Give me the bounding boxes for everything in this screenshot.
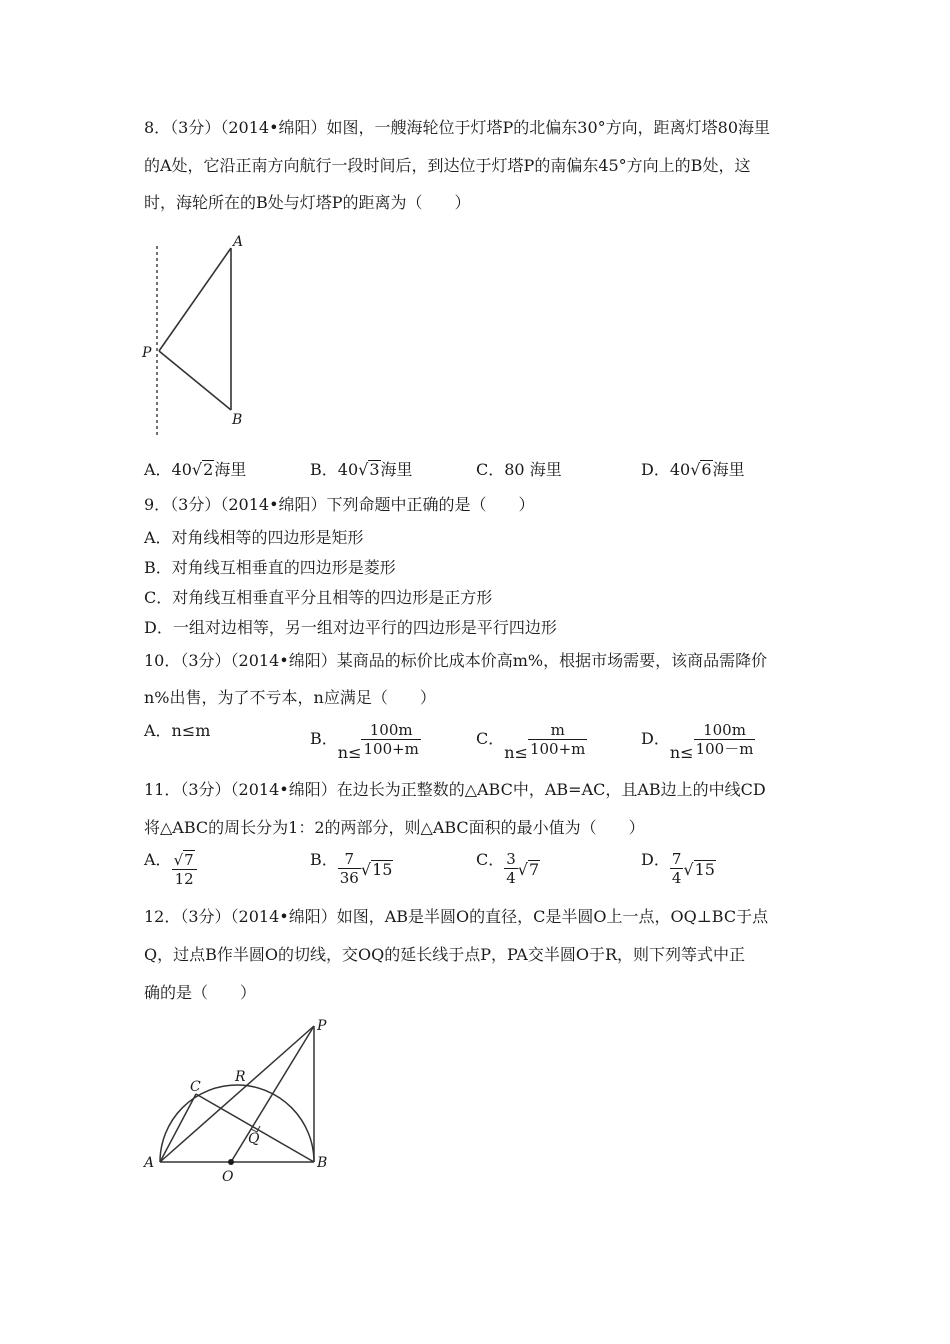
q10-option-d: D．n≤ $\frac{100m}{100-m}$ bbox=[641, 721, 754, 762]
q11-option-d: D． $\frac{7}{4}$ √15 bbox=[641, 850, 715, 887]
label-b: B bbox=[232, 412, 243, 428]
segment-cb bbox=[196, 1094, 314, 1162]
q10-option-a: A．n≤m bbox=[144, 721, 211, 740]
q8-option-d: D．40√6海里 bbox=[641, 460, 745, 479]
q8-line-1: 8．（3分）（2014•绵阳）如图，一艘海轮位于灯塔P的北偏东30°方向，距离灯塔80海里 bbox=[144, 118, 771, 137]
q8-option-a: A．40√2海里 bbox=[144, 460, 247, 479]
q10-line-2: n%出售，为了不亏本，n应满足（ ） bbox=[144, 688, 436, 707]
label-r: R bbox=[235, 1069, 246, 1085]
q11-line-2: 将△ABC的周长分为1：2的两部分，则△ABC面积的最小值为（ ） bbox=[144, 818, 645, 837]
q12-figure bbox=[138, 1012, 338, 1190]
q8-line-2: 的A处，它沿正南方向航行一段时间后，到达位于灯塔P的南偏东45°方向上的B处，这 bbox=[144, 156, 751, 175]
q12-line-3: 确的是（ ） bbox=[144, 983, 257, 1002]
label-b: B bbox=[317, 1155, 328, 1171]
segment-ap bbox=[160, 1026, 314, 1162]
q9-option-b: B．对角线互相垂直的四边形是菱形 bbox=[144, 558, 396, 577]
q8-option-c: C．80 海里 bbox=[476, 460, 562, 479]
q12-line-1: 12．（3分）（2014•绵阳）如图，AB是半圆O的直径，C是半圆O上一点，OQ⊥BC于点 bbox=[144, 907, 769, 926]
label-o: O bbox=[222, 1169, 234, 1185]
label-a: A bbox=[144, 1155, 155, 1171]
q8-line-3: 时，海轮所在的B处与灯塔P的距离为（ ） bbox=[144, 193, 471, 212]
q8-option-b: B．40√3海里 bbox=[310, 460, 413, 479]
q11-option-a: A． $\frac{√7}{12}$ bbox=[144, 850, 197, 888]
q12-line-2: Q，过点B作半圆O的切线，交OQ的延长线于点P，PA交半圆O于R，则下列等式中正 bbox=[144, 945, 746, 964]
segment-op bbox=[231, 1026, 314, 1162]
label-p: P bbox=[317, 1018, 327, 1034]
q9-line-1: 9．（3分）（2014•绵阳）下列命题中正确的是（ ） bbox=[144, 495, 535, 514]
center-o-dot bbox=[228, 1159, 234, 1165]
q9-option-a: A．对角线相等的四边形是矩形 bbox=[144, 528, 364, 547]
q8-figure bbox=[135, 230, 255, 440]
segment-pb bbox=[159, 351, 231, 410]
label-a: A bbox=[233, 234, 244, 250]
q10-option-b: B．n≤ $\frac{100m}{100+m}$ bbox=[310, 721, 419, 762]
segment-ac bbox=[160, 1094, 196, 1162]
q11-option-b: B． $\frac{7}{36}$ √15 bbox=[310, 850, 393, 887]
segment-pa bbox=[159, 248, 231, 351]
q9-option-d: D．一组对边相等，另一组对边平行的四边形是平行四边形 bbox=[144, 618, 557, 637]
q10-option-c: C．n≤ $\frac{m}{100+m}$ bbox=[476, 721, 586, 762]
label-p: P bbox=[142, 345, 152, 361]
label-q: Q bbox=[248, 1131, 260, 1147]
label-c: C bbox=[190, 1079, 201, 1095]
q10-line-1: 10．（3分）（2014•绵阳）某商品的标价比成本价高m%，根据市场需要，该商品需降价 bbox=[144, 651, 768, 670]
q11-line-1: 11．（3分）（2014•绵阳）在边长为正整数的△ABC中，AB=AC，且AB边上的中线CD bbox=[144, 780, 766, 799]
q9-option-c: C．对角线互相垂直平分且相等的四边形是正方形 bbox=[144, 588, 493, 607]
q11-option-c: C． $\frac{3}{4}$ √7 bbox=[476, 850, 540, 887]
semicircle-arc bbox=[160, 1085, 314, 1162]
